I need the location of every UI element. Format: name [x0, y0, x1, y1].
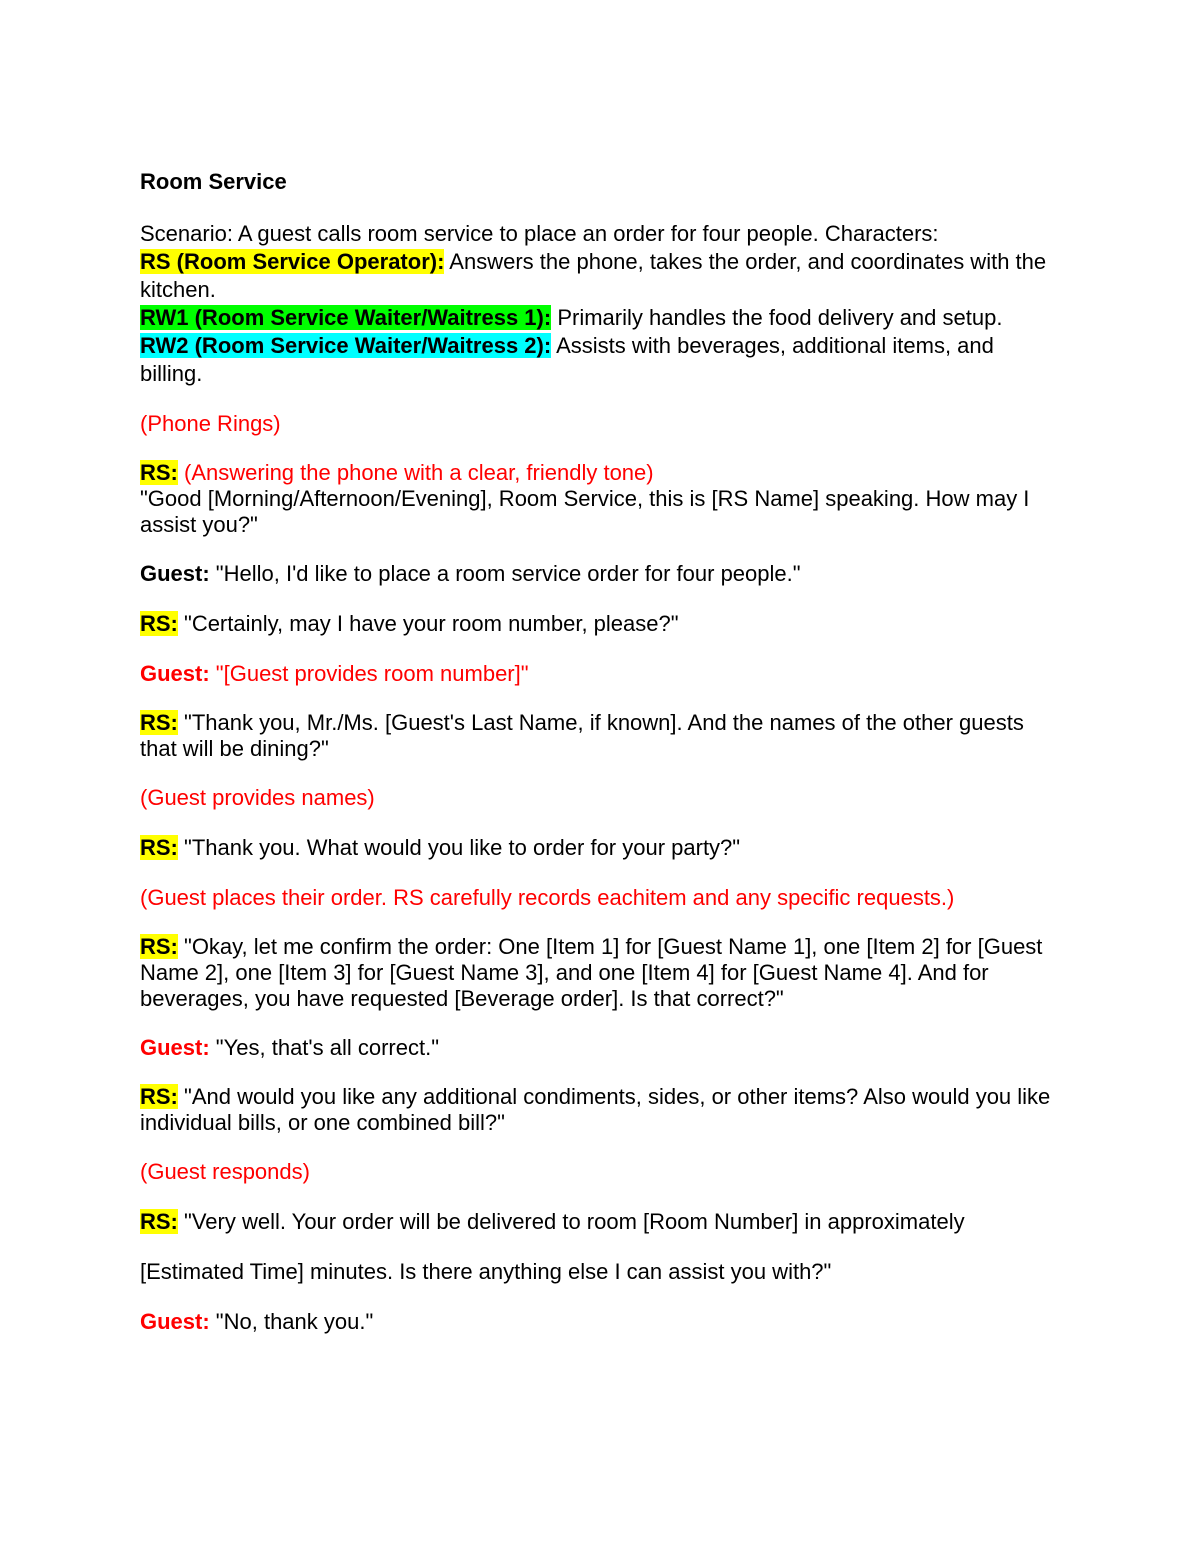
character-label: RS (Room Service Operator): — [140, 249, 445, 274]
dialogue-text: "Certainly, may I have your room number, please?" — [177, 611, 679, 636]
dialogue-line — [140, 660, 1060, 688]
stage-direction: (Guest provides names) — [140, 785, 375, 810]
dialogue-line — [140, 1084, 1060, 1136]
dialogue-line — [140, 710, 1060, 762]
speaker-label: RS: — [140, 1084, 178, 1109]
dialogue-line — [140, 560, 1060, 588]
dialogue-line — [140, 460, 1060, 538]
character-rs — [140, 248, 1060, 304]
dialogue-text: "Good [Morning/Afternoon/Evening], Room Service, this is [RS Name] speaking. How may I assist you?" — [140, 486, 1030, 537]
speaker-label: RS: — [140, 710, 178, 735]
speaker-label: RS: — [140, 835, 178, 860]
dialogue-text: "Hello, I'd like to place a room service order for four people." — [209, 561, 801, 586]
dialogue-text: "[Guest provides room number]" — [209, 661, 529, 686]
character-rw1 — [140, 304, 1060, 332]
dialogue-text: "Okay, let me confirm the order: One [Item 1] for [Guest Name 1], one [Item 2] for [Guest Name 2], one [Item 3] for [Guest Name 3], and one [Item 4] for [Guest Name 4]. And for beverages, you have requested [Beverage order]. Is that correct?" — [140, 934, 1043, 1011]
speaker-label: Guest: — [140, 1035, 210, 1060]
speaker-label: Guest: — [140, 661, 210, 686]
dialogue-text: "Thank you, Mr./Ms. [Guest's Last Name, if known]. And the names of the other guests that will be dining?" — [140, 710, 1024, 761]
dialogue-line-continued: [Estimated Time] minutes. Is there anything else I can assist you with?" — [140, 1259, 832, 1284]
stage-direction: (Guest responds) — [140, 1159, 310, 1184]
speaker-label: Guest: — [140, 561, 210, 586]
dialogue-line — [140, 1034, 1060, 1062]
dialogue-text: "And would you like any additional condiments, sides, or other items? Also would you like individual bills, or one combined bill?" — [140, 1084, 1051, 1135]
dialogue-text: "Thank you. What would you like to order for your party?" — [177, 835, 741, 860]
character-label: RW1 (Room Service Waiter/Waitress 1): — [140, 305, 552, 330]
dialogue-line — [140, 610, 1060, 638]
dialogue-line — [140, 834, 1060, 862]
dialogue-text: "Yes, that's all correct." — [209, 1035, 440, 1060]
stage-direction: (Phone Rings) — [140, 411, 281, 436]
speaker-label: Guest: — [140, 1309, 210, 1334]
dialogue-line — [140, 1208, 1060, 1236]
dialogue-line — [140, 1308, 1060, 1336]
speaker-label: RS: — [140, 611, 178, 636]
dialogue-text: "No, thank you." — [209, 1309, 374, 1334]
character-desc: Answers the phone, takes the order, and coordinates with the kitchen. — [140, 249, 1047, 302]
character-desc: Primarily handles the food delivery and setup. — [551, 305, 1003, 330]
stage-direction: (Guest places their order. RS carefully records eachitem and any specific requests.) — [140, 885, 955, 910]
character-label: RW2 (Room Service Waiter/Waitress 2): — [140, 333, 552, 358]
speaker-label: RS: — [140, 1209, 178, 1234]
dialogue-text: "Very well. Your order will be delivered to room [Room Number] in approximately — [177, 1209, 965, 1234]
scenario-text: Scenario: A guest calls room service to place an order for four people. Characters: — [140, 221, 939, 246]
dialogue-line — [140, 934, 1060, 1012]
document-page — [140, 168, 1060, 1336]
page-title: Room Service — [140, 169, 287, 194]
character-rw2 — [140, 332, 1060, 388]
speaker-label: RS: — [140, 460, 178, 485]
stage-direction-inline: (Answering the phone with a clear, friendly tone) — [177, 460, 654, 485]
speaker-label: RS: — [140, 934, 178, 959]
character-desc: Assists with beverages, additional items, and billing. — [140, 333, 994, 386]
